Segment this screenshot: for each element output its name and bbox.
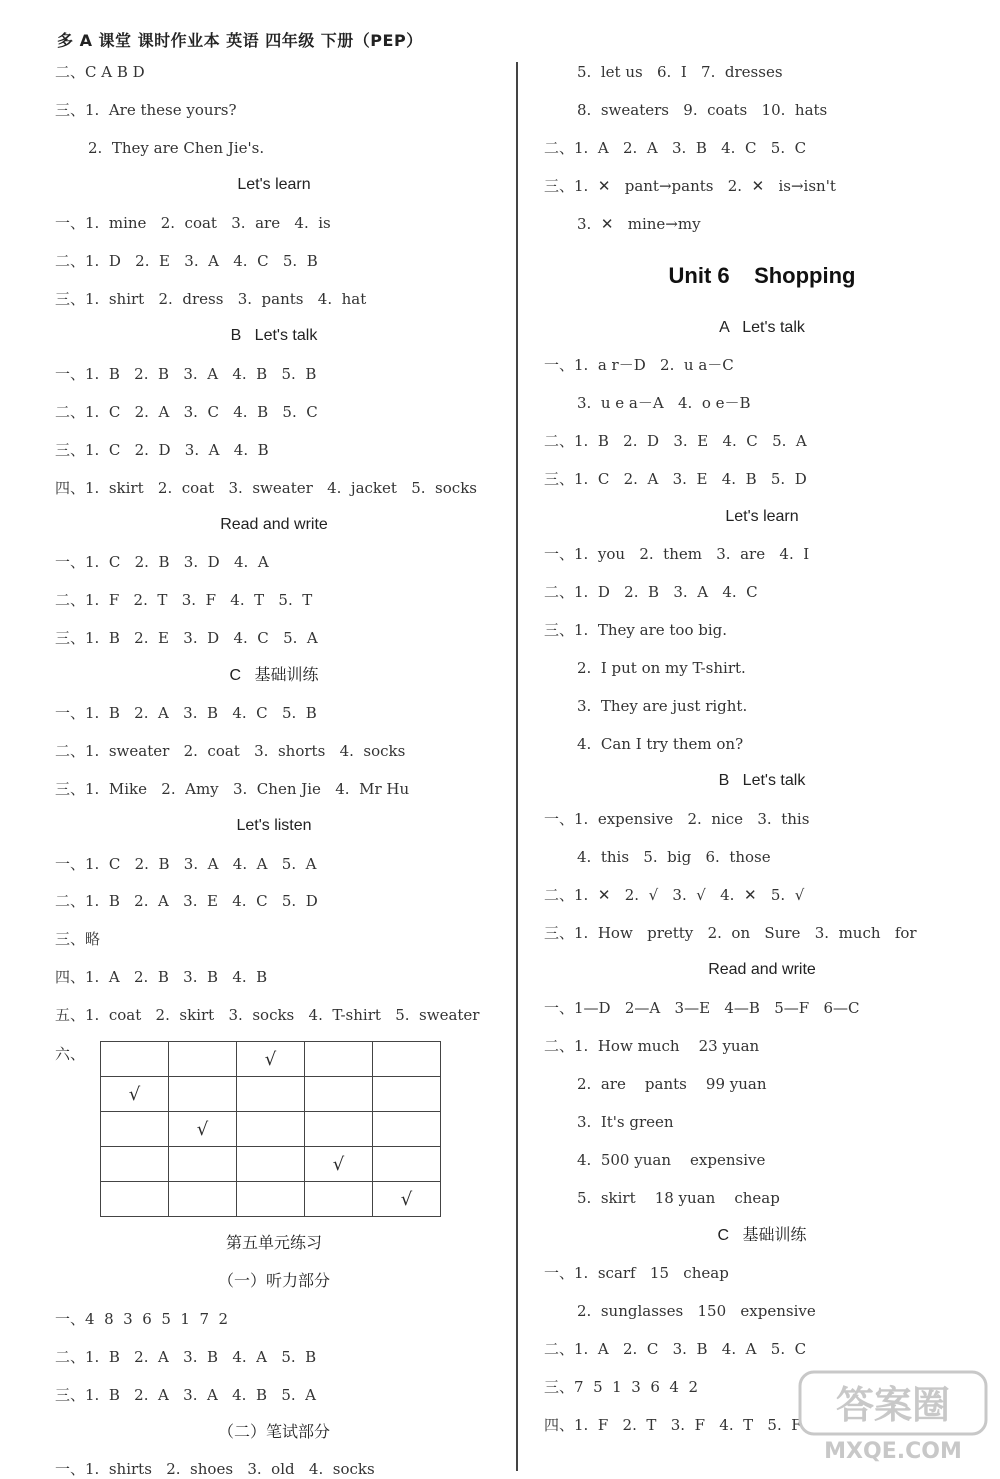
- section-heading: Let's learn: [725, 508, 799, 525]
- answer-line: 5. let us 6. I 7. dresses: [577, 63, 783, 81]
- section-heading: B Let's talk: [230, 327, 318, 344]
- watermark-logo-text: 答案圈: [835, 1383, 951, 1427]
- section-heading: A Let's talk: [719, 319, 805, 336]
- grid-cell: [373, 1147, 441, 1182]
- section-heading: C 基础训练: [717, 1227, 807, 1244]
- section-heading: （二）笔试部分: [217, 1424, 331, 1441]
- section-heading: Read and write: [708, 961, 816, 978]
- answer-line: 二、1. How much 23 yuan: [544, 1037, 760, 1055]
- grid-row: [101, 1077, 441, 1112]
- unit-title: Unit 6 Shopping: [668, 263, 856, 288]
- answer-line: 三、1. B 2. E 3. D 4. C 5. A: [55, 629, 318, 647]
- page-header: 多 A 课堂 课时作业本 英语 四年级 下册（PEP）: [57, 31, 423, 50]
- answer-line: 8. sweaters 9. coats 10. hats: [577, 101, 828, 119]
- answer-line: 二、1. F 2. T 3. F 4. T 5. T: [55, 591, 313, 609]
- answer-line: 三、7 5 1 3 6 4 2: [544, 1378, 699, 1396]
- section-heading: （一）听力部分: [217, 1273, 331, 1290]
- answer-line: 三、1. C 2. A 3. E 4. B 5. D: [544, 470, 807, 488]
- grid-cell: [169, 1042, 237, 1077]
- grid-cell: [373, 1077, 441, 1112]
- watermark-site-text: MXQE.COM: [824, 1439, 962, 1464]
- answer-line: 二、1. B 2. D 3. E 4. C 5. A: [544, 432, 807, 450]
- grid-cell-checked: √: [305, 1147, 373, 1182]
- grid-cell: [237, 1182, 305, 1217]
- answer-line: 5. skirt 18 yuan cheap: [577, 1189, 780, 1207]
- answer-line: 2. They are Chen Jie's.: [88, 139, 265, 157]
- answer-line: 二、1. B 2. A 3. E 4. C 5. D: [55, 892, 318, 910]
- answer-line: 4. 500 yuan expensive: [577, 1151, 766, 1169]
- grid-row: [101, 1112, 441, 1147]
- answer-line: 三、1. shirt 2. dress 3. pants 4. hat: [55, 290, 367, 308]
- grid-cell: [169, 1182, 237, 1217]
- grid-cell: [373, 1042, 441, 1077]
- answer-line: 二、1. D 2. B 3. A 4. C: [544, 583, 758, 601]
- answer-line: 一、1. you 2. them 3. are 4. I: [544, 545, 810, 563]
- section-heading: Let's listen: [236, 817, 312, 834]
- grid-cell: [101, 1042, 169, 1077]
- answer-line: 2. sunglasses 150 expensive: [577, 1302, 816, 1320]
- answer-line: 四、1. skirt 2. coat 3. sweater 4. jacket 5. socks: [55, 479, 477, 497]
- answer-line: 一、1. C 2. B 3. A 4. A 5. A: [55, 855, 317, 873]
- answer-line: 三、1. They are too big.: [544, 621, 728, 639]
- grid-cell: [169, 1077, 237, 1112]
- answer-line: 二、1. C 2. A 3. C 4. B 5. C: [55, 403, 318, 421]
- column-divider: [516, 62, 518, 1471]
- answer-line: 二、1. B 2. A 3. B 4. A 5. B: [55, 1348, 317, 1366]
- answer-line: 3. It's green: [577, 1113, 674, 1131]
- answer-line: 一、4 8 3 6 5 1 7 2: [55, 1310, 229, 1328]
- answer-line: 一、1—D 2—A 3—E 4—B 5—F 6—C: [544, 999, 860, 1017]
- grid-cell: [237, 1112, 305, 1147]
- answer-line: 3. u e a－A 4. o e－B: [577, 394, 751, 412]
- section-heading: Read and write: [220, 516, 328, 533]
- answer-line: 三、1. Are these yours?: [55, 101, 237, 119]
- grid-cell: [237, 1147, 305, 1182]
- grid-row: [101, 1182, 441, 1217]
- grid-label: 六、: [55, 1045, 86, 1063]
- watermark-logo: [798, 1370, 988, 1465]
- section-heading: B Let's talk: [718, 772, 806, 789]
- answer-line: 一、1. shirts 2. shoes 3. old 4. socks: [55, 1460, 375, 1478]
- grid-cell: [101, 1182, 169, 1217]
- section-heading: Let's learn: [237, 176, 311, 193]
- answer-line: 一、1. a r－D 2. u a－C: [544, 356, 734, 374]
- section-heading: C 基础训练: [229, 667, 319, 684]
- answer-line: 三、1. How pretty 2. on Sure 3. much for: [544, 924, 917, 942]
- grid-row: [101, 1042, 441, 1077]
- grid-cell: [305, 1077, 373, 1112]
- grid-cell: [305, 1182, 373, 1217]
- grid-cell: [305, 1042, 373, 1077]
- check-grid: [100, 1041, 441, 1217]
- answer-line: 一、1. B 2. A 3. B 4. C 5. B: [55, 704, 317, 722]
- answer-line: 五、1. coat 2. skirt 3. socks 4. T-shirt 5. sweater: [55, 1006, 480, 1024]
- grid-cell: [305, 1112, 373, 1147]
- grid-cell-checked: √: [101, 1077, 169, 1112]
- grid-cell: [101, 1147, 169, 1182]
- answer-line: 二、1. sweater 2. coat 3. shorts 4. socks: [55, 742, 406, 760]
- section-heading: 第五单元练习: [225, 1235, 323, 1252]
- grid-cell-checked: √: [237, 1042, 305, 1077]
- answer-line: 2. are pants 99 yuan: [577, 1075, 767, 1093]
- answer-line: 二、1. ✕ 2. √ 3. √ 4. ✕ 5. √: [544, 886, 805, 904]
- answer-line: 3. They are just right.: [577, 697, 748, 715]
- answer-line: 一、1. expensive 2. nice 3. this: [544, 810, 810, 828]
- answer-line: 三、1. C 2. D 3. A 4. B: [55, 441, 269, 459]
- grid-row: [101, 1147, 441, 1182]
- answer-line: 一、1. mine 2. coat 3. are 4. is: [55, 214, 331, 232]
- answer-line: 二、C A B D: [55, 63, 145, 81]
- grid-cell-checked: √: [169, 1112, 237, 1147]
- answer-line: 二、1. D 2. E 3. A 4. C 5. B: [55, 252, 318, 270]
- answer-line: 一、1. B 2. B 3. A 4. B 5. B: [55, 365, 317, 383]
- answer-line: 4. this 5. big 6. those: [577, 848, 771, 866]
- answer-line: 四、1. A 2. B 3. B 4. B: [55, 968, 268, 986]
- grid-cell-checked: √: [373, 1182, 441, 1217]
- answer-line: 三、1. B 2. A 3. A 4. B 5. A: [55, 1386, 316, 1404]
- grid-cell: [169, 1147, 237, 1182]
- answer-line: 一、1. scarf 15 cheap: [544, 1264, 729, 1282]
- answer-line: 四、1. F 2. T 3. F 4. T 5. F: [544, 1416, 802, 1434]
- answer-line: 一、1. C 2. B 3. D 4. A: [55, 553, 269, 571]
- answer-line: 4. Can I try them on?: [577, 735, 744, 753]
- answer-line: 二、1. A 2. C 3. B 4. A 5. C: [544, 1340, 807, 1358]
- answer-line: 三、略: [55, 930, 101, 948]
- answer-line: 3. ✕ mine→my: [577, 215, 701, 233]
- grid-cell: [101, 1112, 169, 1147]
- answer-line: 三、1. ✕ pant→pants 2. ✕ is→isn't: [544, 177, 836, 195]
- answer-line: 三、1. Mike 2. Amy 3. Chen Jie 4. Mr Hu: [55, 780, 410, 798]
- answer-line: 二、1. A 2. A 3. B 4. C 5. C: [544, 139, 807, 157]
- grid-cell: [373, 1112, 441, 1147]
- answer-line: 2. I put on my T-shirt.: [577, 659, 746, 677]
- grid-cell: [237, 1077, 305, 1112]
